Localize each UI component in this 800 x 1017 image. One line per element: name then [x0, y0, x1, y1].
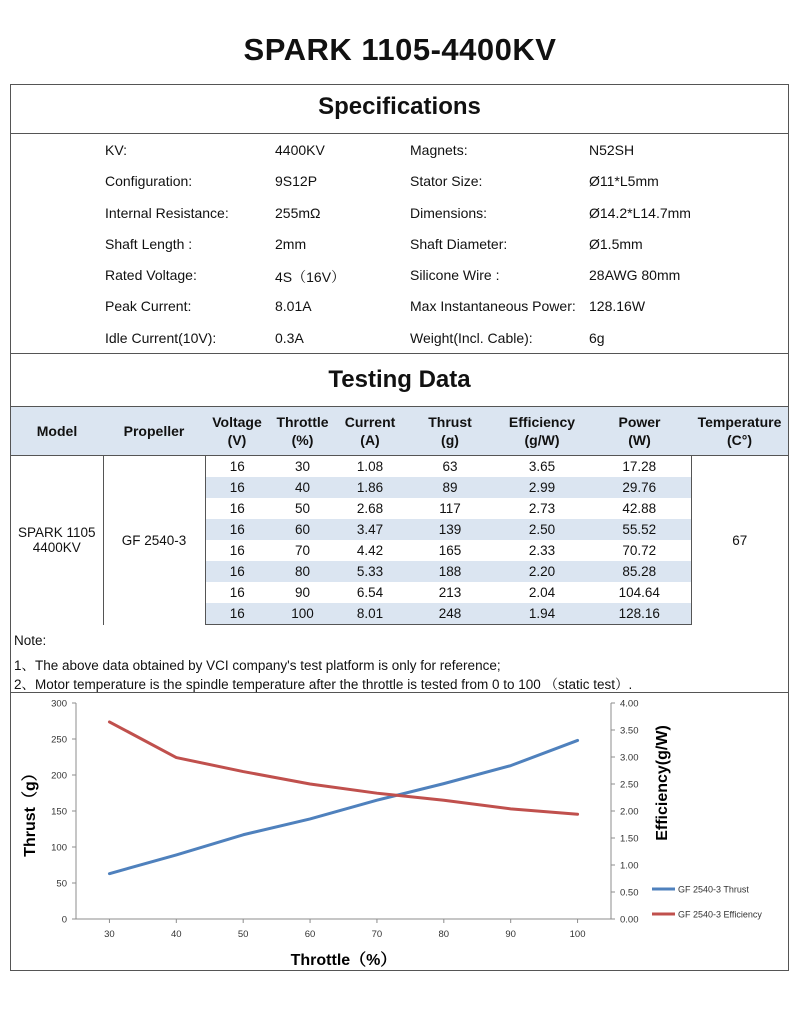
divider [11, 353, 788, 354]
temperature-cell: 67 [732, 532, 748, 548]
x-tick-label: 60 [304, 929, 316, 940]
power-cell: 128.16 [588, 603, 691, 625]
voltage-cell: 16 [229, 501, 245, 516]
x-tick-label: 30 [104, 929, 115, 940]
left-tick-label: 300 [51, 698, 67, 710]
power-cell: 70.72 [588, 540, 691, 561]
spec-value: Ø14.2*L14.7mm [589, 205, 691, 221]
power-cell: 55.52 [588, 519, 691, 540]
voltage-cell: 16 [229, 585, 245, 600]
table-header-row [11, 407, 788, 456]
voltage-cell: 16 [229, 543, 245, 558]
spec-row [11, 142, 788, 173]
left-tick-label: 250 [51, 734, 67, 746]
spec-label: Internal Resistance: [105, 205, 229, 221]
power-cell: 85.28 [588, 561, 691, 582]
spec-label: Stator Size: [410, 173, 483, 189]
column-header-propeller: Propeller [103, 407, 205, 456]
spec-value: 8.01A [275, 298, 312, 314]
voltage-cell: 16 [205, 603, 269, 625]
voltage-cell: 16 [205, 519, 269, 540]
thrust-cell: 139 [404, 519, 496, 540]
x-tick-label: 40 [171, 929, 182, 940]
testing-data-heading: Testing Data [328, 366, 471, 393]
spec-row [11, 298, 788, 329]
spec-value: N52SH [589, 142, 635, 158]
x-tick-label: 70 [371, 929, 383, 940]
model-cell [11, 456, 103, 625]
model-line: SPARK 1105 [17, 525, 96, 541]
throttle-cell: 80 [269, 561, 336, 582]
spec-row [11, 236, 788, 267]
legend-label: GF 2540-3 Thrust [678, 884, 749, 895]
left-axis-title: Thrust（g） [22, 765, 39, 857]
throttle-cell: 40 [269, 477, 336, 498]
spec-value: 9S12P [275, 173, 318, 189]
power-cell: 29.76 [588, 477, 691, 498]
throttle-cell: 70 [294, 543, 311, 558]
legend-label: GF 2540-3 Efficiency [678, 909, 762, 920]
column-header-power: Power (W) [588, 407, 691, 456]
spec-label: Rated Voltage: [105, 267, 197, 283]
left-tick-label: 50 [56, 878, 67, 890]
current-cell: 5.33 [336, 561, 404, 582]
spec-value: 4S（16V） [275, 269, 346, 285]
note-line-1: 1、The above data obtained by VCI company's test platform is only for reference; [14, 658, 501, 673]
spec-label: Peak Current: [105, 298, 192, 314]
thrust-cell: 188 [404, 561, 496, 582]
efficiency-cell: 3.65 [528, 459, 556, 474]
spec-label: Shaft Length : [105, 236, 193, 252]
model-line: 4400KV [32, 540, 81, 556]
spec-label: Weight(Incl. Cable): [410, 330, 533, 346]
note-label: Note: [14, 633, 47, 648]
right-tick-label: 4.00 [620, 698, 639, 710]
thrust-cell: 165 [438, 543, 462, 558]
spec-row [11, 267, 788, 298]
spec-label: Idle Current(10V): [105, 330, 217, 346]
right-axis-title: Efficiency(g/W) [654, 725, 671, 841]
testing-data-table [11, 406, 788, 625]
current-cell: 6.54 [356, 585, 384, 600]
column-header-thrust: Thrust (g) [404, 407, 496, 456]
right-tick-label: 1.00 [620, 860, 639, 872]
x-tick-label: 90 [505, 929, 516, 940]
column-header-throttle: Throttle (%) [269, 407, 336, 456]
voltage-cell: 16 [229, 459, 245, 474]
efficiency-cell: 2.33 [528, 543, 556, 558]
efficiency-cell: 2.50 [496, 519, 588, 540]
throttle-cell: 60 [269, 519, 336, 540]
spec-value: 28AWG 80mm [589, 267, 681, 283]
left-tick-label: 200 [51, 770, 67, 782]
x-tick-label: 50 [237, 929, 249, 940]
spec-value: 2mm [275, 236, 307, 252]
spec-row [11, 173, 788, 204]
throttle-cell: 50 [294, 501, 311, 516]
specifications-heading: Specifications [318, 93, 481, 120]
x-tick-label: 80 [438, 929, 450, 940]
voltage-cell: 16 [205, 477, 269, 498]
efficiency-cell: 2.99 [496, 477, 588, 498]
column-header-model: Model [11, 407, 103, 456]
divider [11, 133, 788, 134]
throttle-cell: 100 [269, 603, 336, 625]
note-line-2: 2、Motor temperature is the spindle temperature after the throttle is tested from 0 to 100 （static test）. [14, 677, 633, 692]
spec-label: Magnets: [410, 142, 468, 158]
power-cell: 104.64 [588, 582, 691, 603]
current-cell: 2.68 [356, 501, 384, 516]
current-cell: 1.08 [356, 459, 384, 474]
x-tick-label: 100 [569, 929, 586, 940]
spec-value: Ø11*L5mm [589, 173, 659, 189]
column-header-voltage: Voltage (V) [205, 407, 269, 456]
right-tick-label: 0.00 [620, 914, 639, 926]
left-tick-label: 150 [51, 806, 67, 818]
efficiency-cell: 2.20 [496, 561, 588, 582]
right-tick-label: 0.50 [620, 887, 639, 899]
spec-value: 0.3A [275, 330, 304, 346]
right-tick-label: 3.00 [620, 752, 639, 764]
spec-row [11, 330, 788, 361]
spec-label: Dimensions: [410, 205, 488, 221]
thrust-cell: 89 [404, 477, 496, 498]
spec-value: 255mΩ [275, 205, 321, 221]
table-row [11, 456, 788, 478]
right-tick-label: 1.50 [620, 833, 639, 845]
efficiency-cell: 1.94 [496, 603, 588, 625]
spec-label: KV: [105, 142, 128, 158]
column-header-temperature: Temperature (C°) [691, 407, 788, 456]
efficiency-cell: 2.04 [528, 585, 556, 600]
propeller-cell: GF 2540-3 [103, 456, 205, 625]
throttle-cell: 90 [294, 585, 311, 600]
left-tick-label: 100 [51, 842, 67, 854]
thrust-efficiency-chart [11, 693, 788, 970]
page-title: SPARK 1105-4400KV [243, 32, 557, 67]
spec-value: 128.16W [589, 298, 646, 314]
thrust-cell: 248 [404, 603, 496, 625]
right-tick-label: 2.00 [620, 806, 639, 818]
current-cell: 8.01 [336, 603, 404, 625]
efficiency-cell: 2.73 [528, 501, 556, 516]
spec-label: Configuration: [105, 173, 193, 189]
thrust-cell: 63 [442, 459, 458, 474]
spec-value: 6g [589, 330, 605, 346]
column-header-efficiency: Efficiency (g/W) [496, 407, 588, 456]
thrust-cell: 213 [438, 585, 462, 600]
right-tick-label: 2.50 [620, 779, 639, 791]
current-cell: 4.42 [356, 543, 384, 558]
power-cell: 42.88 [588, 498, 691, 519]
throttle-cell: 30 [294, 459, 311, 474]
datasheet-frame [10, 84, 789, 971]
current-cell: 1.86 [336, 477, 404, 498]
power-cell: 17.28 [588, 456, 691, 478]
x-axis-title: Throttle（%） [290, 952, 397, 969]
right-tick-label: 3.50 [620, 725, 639, 737]
current-cell: 3.47 [336, 519, 404, 540]
column-header-current: Current (A) [336, 407, 404, 456]
spec-value: Ø1.5mm [589, 236, 643, 252]
spec-row [11, 205, 788, 236]
thrust-cell: 117 [439, 501, 461, 516]
spec-value: 4400KV [275, 142, 325, 158]
spec-label: Max Instantaneous Power: [410, 298, 576, 314]
spec-label: Shaft Diameter: [410, 236, 508, 252]
voltage-cell: 16 [205, 561, 269, 582]
spec-label: Silicone Wire : [410, 267, 500, 283]
left-tick-label: 0 [61, 914, 67, 926]
